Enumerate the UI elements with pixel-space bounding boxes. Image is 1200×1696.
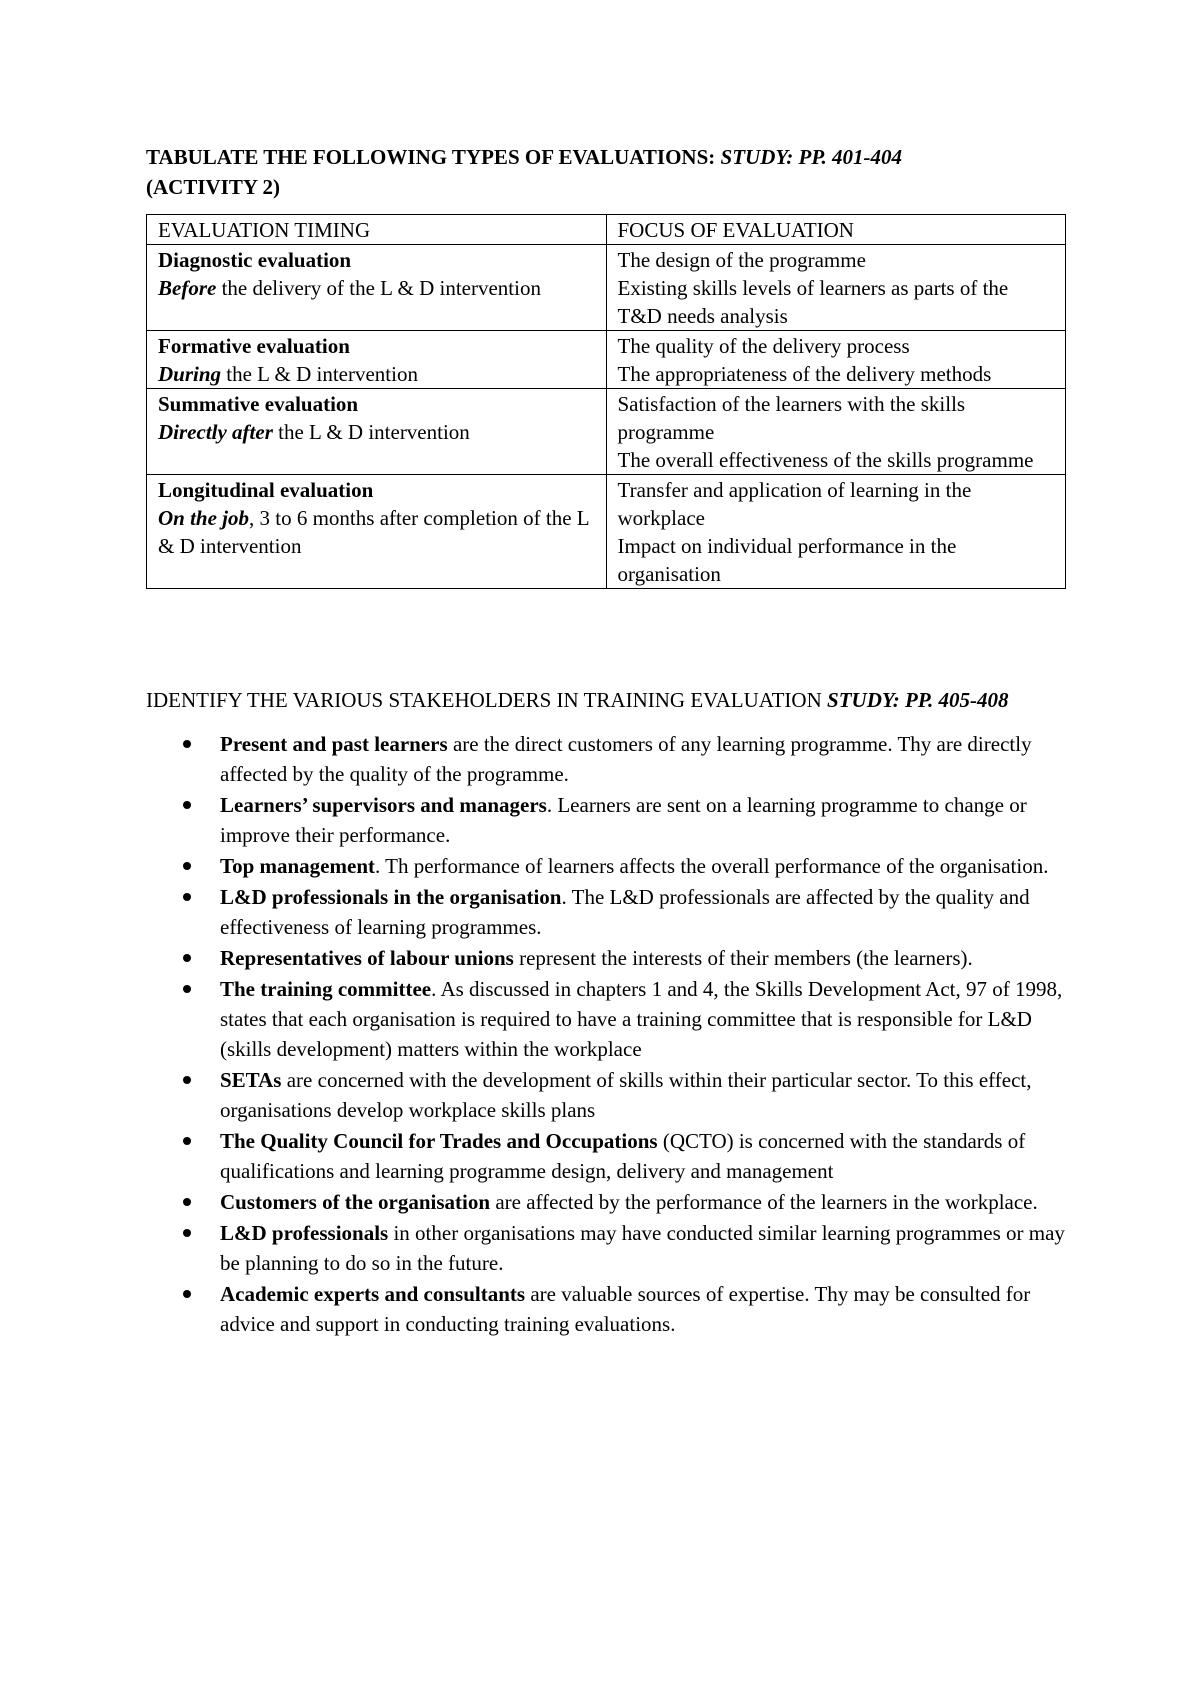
heading-text: TABULATE THE FOLLOWING TYPES OF EVALUATIONS: bbox=[146, 145, 721, 169]
evaluation-type-title: Formative evaluation bbox=[158, 334, 350, 358]
timing-cell bbox=[147, 245, 607, 331]
list-item: SETAs are concerned with the development of skills within their particular sector. To this effect, organisations develop workplace skills plans bbox=[146, 1065, 1066, 1125]
focus-cell bbox=[606, 245, 1066, 331]
document-page bbox=[146, 142, 1066, 1340]
list-item: Academic experts and consultants are valuable sources of expertise. Thy may be consulted for advice and support in conducting training evaluations. bbox=[146, 1279, 1066, 1339]
table-row bbox=[147, 331, 1066, 389]
focus-cell bbox=[606, 331, 1066, 389]
section-heading-stakeholders bbox=[146, 685, 1066, 715]
focus-item: The design of the programme bbox=[617, 248, 866, 272]
focus-item: The quality of the delivery process bbox=[617, 334, 910, 358]
evaluation-type-title: Diagnostic evaluation bbox=[158, 248, 352, 272]
bullet-icon bbox=[183, 954, 191, 962]
bullet-icon bbox=[183, 1290, 191, 1298]
table-row bbox=[147, 245, 1066, 331]
list-item: L&D professionals in the organisation. The L&D professionals are affected by the quality and effectiveness of learning programmes. bbox=[146, 882, 1066, 942]
timing-description: Before the delivery of the L & D intervention bbox=[158, 276, 541, 300]
list-item: Customers of the organisation are affected by the performance of the learners in the workplace. bbox=[146, 1187, 1066, 1217]
evaluation-table bbox=[146, 214, 1066, 589]
activity-label: (ACTIVITY 2) bbox=[146, 175, 280, 199]
bullet-icon bbox=[183, 893, 191, 901]
stakeholder-list bbox=[146, 729, 1066, 1339]
header-evaluation-timing: EVALUATION TIMING bbox=[147, 215, 607, 245]
bullet-icon bbox=[183, 1229, 191, 1237]
timing-cell bbox=[147, 475, 607, 589]
timing-cell bbox=[147, 389, 607, 475]
table-row bbox=[147, 475, 1066, 589]
list-item: Present and past learners are the direct customers of any learning programme. Thy are directly affected by the quality of the programme. bbox=[146, 729, 1066, 789]
section-heading-evaluations bbox=[146, 142, 1066, 202]
list-item: The training committee. As discussed in chapters 1 and 4, the Skills Development Act, 97 of 1998, states that each organisation is required to have a training committee that is responsible for L&D (skills development) matters within the workplace bbox=[146, 974, 1066, 1064]
focus-item: The appropriateness of the delivery methods bbox=[617, 362, 992, 386]
bullet-icon bbox=[183, 862, 191, 870]
focus-item: Existing skills levels of learners as parts of the T&D needs analysis bbox=[617, 276, 1009, 328]
timing-cell bbox=[147, 331, 607, 389]
list-item: L&D professionals in other organisations may have conducted similar learning programmes or may be planning to do so in the future. bbox=[146, 1218, 1066, 1278]
evaluation-type-title: Longitudinal evaluation bbox=[158, 478, 374, 502]
timing-description: Directly after the L & D intervention bbox=[158, 420, 470, 444]
focus-cell bbox=[606, 475, 1066, 589]
bullet-icon bbox=[183, 1137, 191, 1145]
bullet-icon bbox=[183, 740, 191, 748]
study-reference: STUDY: PP. 401-404 bbox=[720, 145, 902, 169]
table-header-row bbox=[147, 215, 1066, 245]
heading-text: IDENTIFY THE VARIOUS STAKEHOLDERS IN TRAINING EVALUATION bbox=[146, 688, 828, 712]
list-item: Representatives of labour unions represent the interests of their members (the learners). bbox=[146, 943, 1066, 973]
table-row bbox=[147, 389, 1066, 475]
focus-item: Impact on individual performance in the organisation bbox=[617, 534, 957, 586]
list-item: The Quality Council for Trades and Occupations (QCTO) is concerned with the standards of qualifications and learning programme design, delivery and management bbox=[146, 1126, 1066, 1186]
bullet-icon bbox=[183, 801, 191, 809]
bullet-icon bbox=[183, 985, 191, 993]
focus-item: The overall effectiveness of the skills programme bbox=[617, 448, 1034, 472]
list-item: Top management. Th performance of learners affects the overall performance of the organisation. bbox=[146, 851, 1066, 881]
focus-item: Transfer and application of learning in the workplace bbox=[617, 478, 972, 530]
bullet-icon bbox=[183, 1076, 191, 1084]
header-focus-of-evaluation: FOCUS OF EVALUATION bbox=[606, 215, 1066, 245]
timing-description: On the job, 3 to 6 months after completion of the L & D intervention bbox=[158, 506, 589, 558]
focus-cell bbox=[606, 389, 1066, 475]
focus-item: Satisfaction of the learners with the skills programme bbox=[617, 392, 966, 444]
timing-description: During the L & D intervention bbox=[158, 362, 418, 386]
list-item: Learners’ supervisors and managers. Learners are sent on a learning programme to change or improve their performance. bbox=[146, 790, 1066, 850]
evaluation-type-title: Summative evaluation bbox=[158, 392, 359, 416]
bullet-icon bbox=[183, 1198, 191, 1206]
study-reference: STUDY: PP. 405-408 bbox=[827, 688, 1009, 712]
